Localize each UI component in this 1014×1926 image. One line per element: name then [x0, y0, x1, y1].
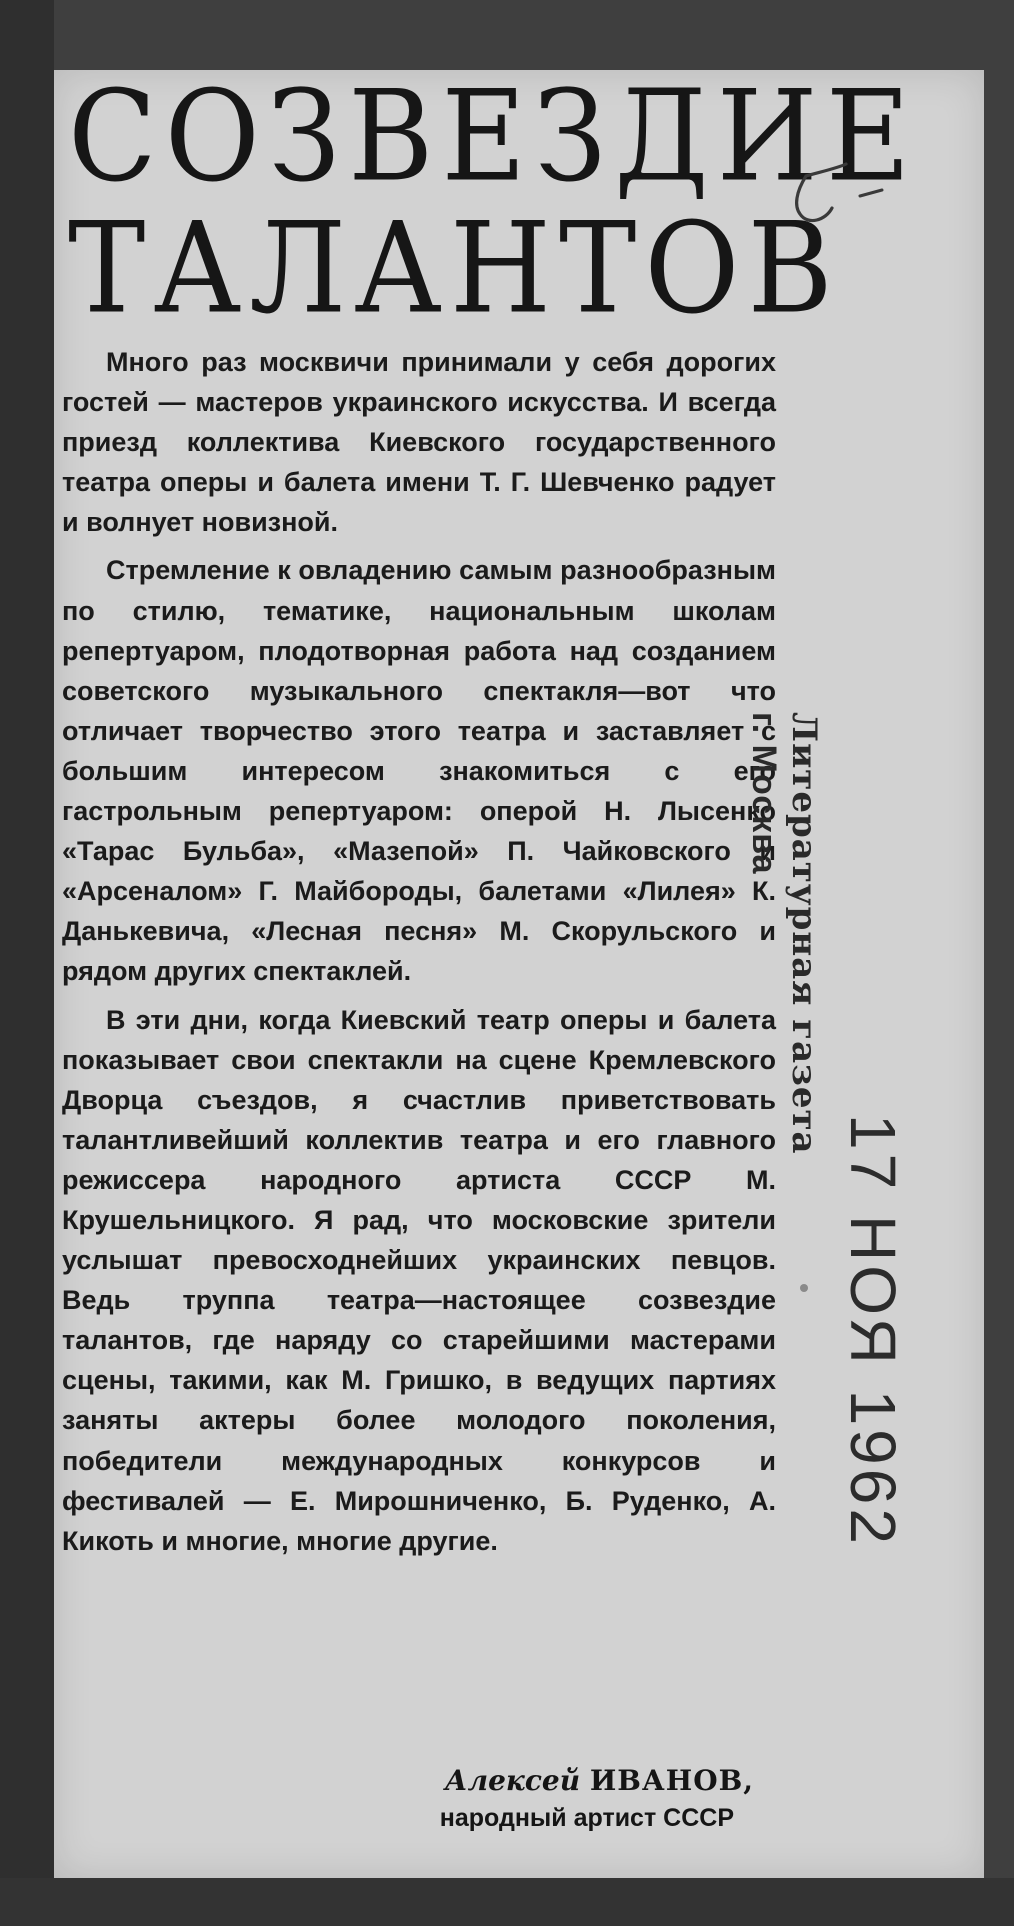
headline-line-2: ТАЛАНТОВ — [68, 195, 841, 342]
newspaper-name: Литературная газета — [784, 712, 824, 1155]
headline-line-1: СОЗВЕЗДИЕ — [68, 63, 919, 210]
scan-background-bottom — [0, 1878, 1014, 1926]
date-stamp-text: 17 НОЯ 1962 — [837, 1114, 909, 1548]
author-surname: ИВАНОВ, — [589, 1764, 754, 1797]
scan-background-left — [0, 0, 54, 1926]
author-name — [62, 1762, 776, 1800]
article-paragraph: Много раз москвичи принимали у себя дорогих гостей — мастеров украинского искусства. И всегда приезд коллектива Киевского государственного театра оперы и балета имени Т. Г. Шевченко радует и волнует новизной. — [62, 347, 776, 538]
author-first-name: Алексей — [444, 1764, 581, 1797]
signature — [62, 1762, 776, 1836]
handwritten-mark — [786, 150, 896, 240]
author-title: народный артист СССР — [439, 1804, 734, 1832]
headline — [68, 63, 919, 342]
article-body — [62, 342, 776, 1569]
article-paragraph: Стремление к овладению самым разнообразным по стилю, тематике, национальным школам репертуаром, плодотворная работа над созданием советского музыкального спектакля—вот что отличает творчество этого театра и заставляет с большим интересом знакомиться с его гастрольным репертуаром: оперой Н. Лысенко «Тарас Бульба», «Мазепой» П. Чайковского и «Арсеналом» Г. Майбороды, балетами «Лилея» К. Данькевича, «Лесная песня» М. Скорульского и рядом других спектаклей. — [62, 555, 776, 987]
newspaper-city: г. Москва — [745, 712, 783, 875]
ink-speck — [800, 1284, 808, 1292]
article-paragraph: В эти дни, когда Киевский театр оперы и балета показывает свои спектакли на сцене Кремлевского Дворца съездов, я счастлив приветствовать талантливейший коллектив театра и его главного режиссера народного артиста СССР М. Крушельницкого. Я рад, что московские зрители услышат превосходнейших украинских певцов. Ведь труппа театра—настоящее созвездие талантов, где наряду со старейшими мастерами сцены, такими, как М. Гришко, в ведущих партиях заняты актеры более молодого поколения, победители международных конкурсов и фестивалей — Е. Мирошниченко, Б. Руденко, А. Кикоть и многие, многие другие. — [62, 1004, 776, 1556]
